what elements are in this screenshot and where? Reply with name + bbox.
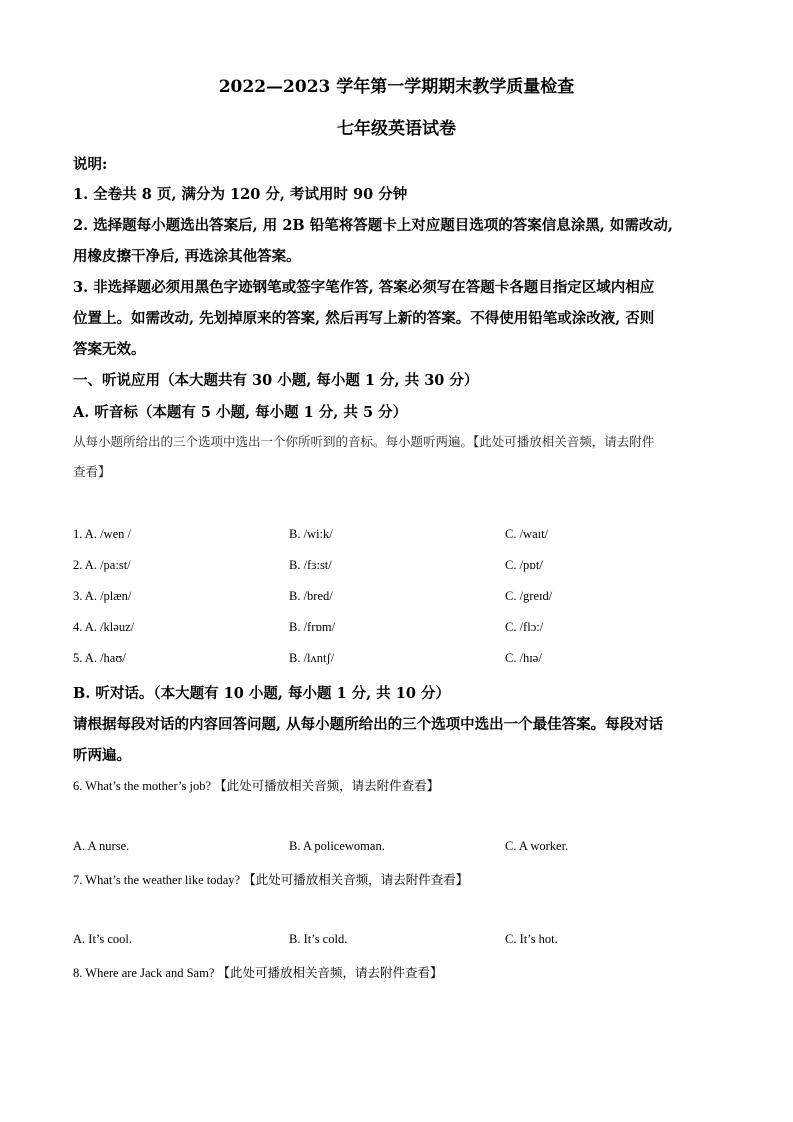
option-a: 2. A. /pa:st/ (73, 558, 131, 572)
instruction-item-1: 1. 全卷共 8 页, 满分为 120 分, 考试用时 90 分钟 (73, 186, 408, 203)
option-c: C. It’s hot. (505, 932, 558, 946)
option-a: 4. A. /kləuz/ (73, 620, 135, 634)
question-8: 8. Where are Jack and Sam? 【此处可播放相关音频，请去附件查看】 (73, 966, 443, 980)
part-a-description-line-2: 查看】 (73, 464, 111, 479)
option-a: A. It’s cool. (73, 932, 133, 946)
option-c: C. /waɪt/ (505, 527, 549, 541)
instructions-heading: 说明: (73, 156, 108, 173)
option-c: C. /greɪd/ (505, 589, 553, 603)
option-c: C. A worker. (505, 839, 569, 853)
part-a-description-line-1: 从每小题所给出的三个选项中选出一个你所听到的音标。每小题听两遍。【此处可播放相关音频，请去附件 (73, 434, 655, 449)
part-a-heading: A. 听音标（本题有 5 小题, 每小题 1 分, 共 5 分） (73, 404, 408, 421)
exam-title: 2022—2023 学年第一学期期末教学质量检查 (218, 77, 575, 97)
option-a: A. A nurse. (73, 839, 130, 853)
question-6: 6. What’s the mother’s job? 【此处可播放相关音频，请去附件查看】 (73, 779, 440, 793)
instruction-item-2-line-1: 2. 选择题每小题选出答案后, 用 2B 铅笔将答题卡上对应题目选项的答案信息涂黑, 如需改动, (73, 217, 673, 234)
part-b-description-line-1: 请根据每段对话的内容回答问题, 从每小题所给出的三个选项中选出一个最佳答案。每段对话 (73, 716, 664, 733)
option-b: B. /lʌntʃ/ (289, 651, 335, 665)
part-b-description-line-2: 听两遍。 (73, 747, 131, 764)
option-a: 5. A. /haʊ/ (73, 651, 126, 665)
option-b: B. /fɜ:st/ (289, 558, 332, 572)
instruction-item-2-line-2: 用橡皮擦干净后, 再选涂其他答案。 (73, 248, 301, 265)
option-c: C. /flɔ:/ (505, 620, 544, 634)
option-b: B. It’s cold. (289, 932, 348, 946)
option-c: C. /hɪə/ (505, 651, 542, 665)
exam-subtitle: 七年级英语试卷 (337, 119, 456, 139)
question-7: 7. What’s the weather like today? 【此处可播放相关音频，请去附件查看】 (73, 873, 469, 887)
section-1-heading: 一、听说应用（本大题共有 30 小题, 每小题 1 分, 共 30 分） (73, 372, 479, 389)
option-c: C. /pɒt/ (505, 558, 543, 572)
option-b: B. /bred/ (289, 589, 333, 603)
part-b-heading: B. 听对话。（本大题有 10 小题, 每小题 1 分, 共 10 分） (73, 685, 451, 702)
instruction-item-3-line-1: 3. 非选择题必须用黑色字迹钢笔或签字笔作答, 答案必须写在答题卡各题目指定区域内相应 (73, 279, 655, 296)
instruction-item-3-line-3: 答案无效。 (73, 341, 146, 358)
option-a: 3. A. /plæn/ (73, 589, 132, 603)
instruction-item-3-line-2: 位置上。如需改动, 先划掉原来的答案, 然后再写上新的答案。不得使用铅笔或涂改液, 否则 (73, 310, 655, 327)
option-b: B. A policewoman. (289, 839, 385, 853)
option-b: B. /wi:k/ (289, 527, 333, 541)
option-b: B. /frɒm/ (289, 620, 336, 634)
option-a: 1. A. /wen / (73, 527, 131, 541)
